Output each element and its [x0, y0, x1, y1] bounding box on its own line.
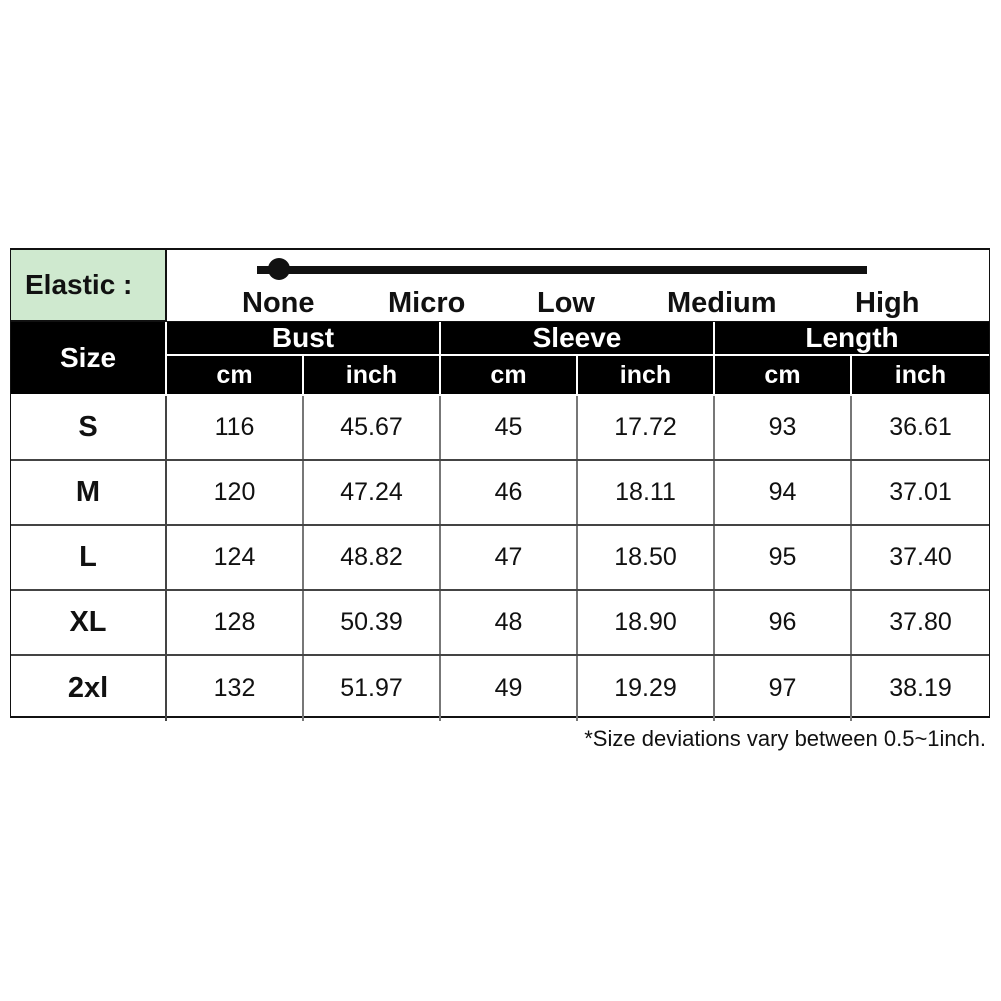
bust-header: Bust — [167, 322, 441, 356]
elastic-level-low: Low — [537, 287, 595, 319]
table-row — [11, 396, 989, 461]
sleeve-cm-header: cm — [441, 356, 578, 394]
length-cm-cell: 97 — [715, 656, 852, 721]
bust-inch-cell: 45.67 — [304, 396, 441, 459]
sleeve-cm-cell: 46 — [441, 461, 578, 524]
length-inch-header: inch — [852, 356, 989, 394]
length-inch-cell: 36.61 — [889, 413, 952, 441]
length-header: Length — [715, 322, 989, 356]
length-inch-cell: 37.01 — [889, 478, 952, 506]
bust-cm-cell: 124 — [167, 526, 304, 589]
size-cell: S — [11, 396, 167, 459]
size-cell: L — [11, 526, 167, 589]
bust-cm-cell: 116 — [167, 396, 304, 459]
length-inch-cell: 38.19 — [889, 674, 952, 702]
length-cm-cell: 94 — [715, 461, 852, 524]
size-cell: XL — [11, 591, 167, 654]
table-row — [11, 591, 989, 656]
elastic-level-high: High — [855, 287, 920, 319]
table-row — [11, 461, 989, 526]
elastic-scale — [167, 250, 989, 322]
elastic-level-micro: Micro — [388, 287, 466, 319]
sleeve-header: Sleeve — [441, 322, 715, 356]
bust-inch-cell: 48.82 — [304, 526, 441, 589]
bust-cm-header: cm — [167, 356, 304, 394]
length-cm-cell: 96 — [715, 591, 852, 654]
sleeve-cm-cell: 45 — [441, 396, 578, 459]
bust-inch-cell: 47.24 — [304, 461, 441, 524]
sleeve-cm-cell: 47 — [441, 526, 578, 589]
elastic-level-medium: Medium — [667, 287, 777, 319]
sleeve-inch-cell: 17.72 — [578, 396, 715, 459]
size-cell: 2xl — [11, 656, 167, 721]
length-cm-header: cm — [715, 356, 852, 394]
sleeve-inch-cell: 18.90 — [578, 591, 715, 654]
bust-inch-cell: 51.97 — [304, 656, 441, 721]
length-cm-cell: 93 — [715, 396, 852, 459]
sleeve-inch-cell: 18.50 — [578, 526, 715, 589]
sleeve-cm-cell: 49 — [441, 656, 578, 721]
size-column-header: Size — [11, 322, 167, 394]
sleeve-inch-cell: 19.29 — [578, 656, 715, 721]
table-row — [11, 526, 989, 591]
size-chart — [10, 248, 990, 718]
elastic-label: Elastic : — [11, 250, 167, 322]
bust-cm-cell: 132 — [167, 656, 304, 721]
sleeve-inch-cell: 18.11 — [578, 461, 715, 524]
bust-inch-cell: 50.39 — [304, 591, 441, 654]
length-inch-cell: 37.40 — [889, 543, 952, 571]
length-cm-cell: 95 — [715, 526, 852, 589]
bust-inch-header: inch — [304, 356, 441, 394]
bust-cm-cell: 128 — [167, 591, 304, 654]
length-inch-cell: 37.80 — [889, 608, 952, 636]
elastic-indicator-dot — [268, 258, 290, 280]
sleeve-inch-header: inch — [578, 356, 715, 394]
bust-cm-cell: 120 — [167, 461, 304, 524]
table-row — [11, 656, 989, 721]
elastic-scale-line — [257, 266, 867, 274]
elastic-level-none: None — [242, 287, 315, 319]
sleeve-cm-cell: 48 — [441, 591, 578, 654]
size-deviation-note: *Size deviations vary between 0.5~1inch. — [584, 726, 986, 751]
size-cell: M — [11, 461, 167, 524]
